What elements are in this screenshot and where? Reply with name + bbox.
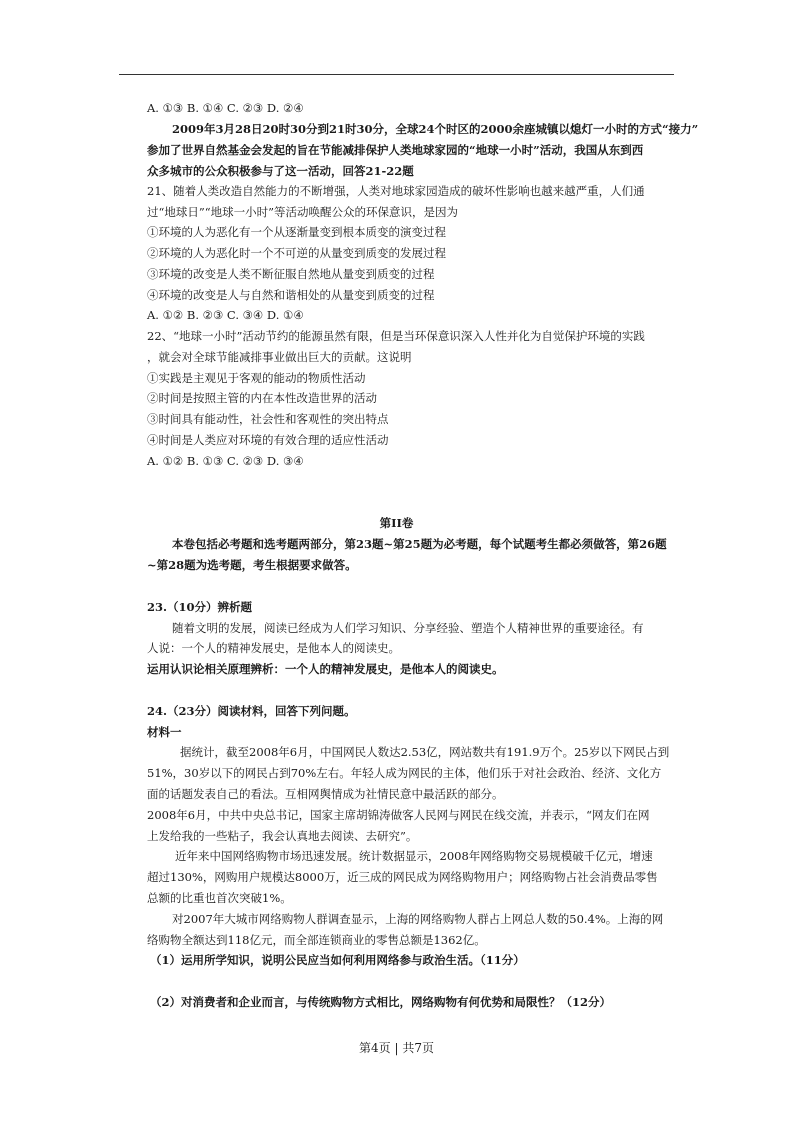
text-line: 面的话题发表自己的看法。互相网舆情成为社情民意中最活跃的部分。 bbox=[147, 787, 504, 801]
text-line: 众多城市的公众积极参与了这一活动，回答21-22题 bbox=[147, 164, 414, 178]
text-line: A. ①② B. ①③ C. ②③ D. ③④ bbox=[147, 454, 304, 468]
header-rule bbox=[119, 74, 674, 75]
text-line: （1）运用所学知识，说明公民应当如何利用网络参与政治生活。（11分） bbox=[150, 953, 525, 967]
text-line: 22、“地球一小时”活动节约的能源虽然有限，但是当环保意识深入人性并化为自觉保护环境的实践 bbox=[147, 329, 645, 343]
text-line: 上发给我的一些粘子，我会认真地去阅读、去研究”。 bbox=[147, 829, 418, 843]
text-line: ④时间是人类应对环境的有效合理的适应性活动 bbox=[147, 433, 389, 447]
text-line: 21、随着人类改造自然能力的不断增强，人类对地球家园造成的破坏性影响也越来越严重，人们通 bbox=[147, 184, 645, 198]
text-line: 运用认识论相关原理辨析：一个人的精神发展史，是他本人的阅读史。 bbox=[147, 662, 504, 676]
text-line: 总额的比重也首次突破1%。 bbox=[147, 891, 292, 905]
section-title: 第II卷 bbox=[379, 516, 414, 530]
text-line: 据统计，截至2008年6月，中国网民人数达2.53亿，网站数共有191.9万个。25岁以下网民占到 bbox=[180, 745, 670, 759]
text-line: ③环境的改变是人类不断征服自然地从量变到质变的过程 bbox=[147, 267, 435, 281]
text-line: 络购物全额达到118亿元，而全部连锁商业的零售总额是1362亿。 bbox=[147, 933, 486, 947]
text-line: 本卷包括必考题和选考题两部分，第23题~第25题为必考题，每个试题考生都必须做答，第26题 bbox=[172, 537, 667, 551]
text-line: ，就会对全球节能减排事业做出巨大的贡献。这说明 bbox=[147, 350, 412, 364]
text-line: 过“地球日”“地球一小时”等活动唤醒公众的环保意识，是因为 bbox=[147, 205, 459, 219]
page-footer: 第4页 | 共7页 bbox=[359, 1041, 434, 1055]
text-line: 人说：一个人的精神发展史，是他本人的阅读史。 bbox=[147, 641, 400, 655]
text-line: A. ①② B. ②③ C. ③④ D. ①④ bbox=[147, 308, 304, 322]
text-line: 对2007年大城市网络购物人群调查显示，上海的网络购物人群占上网总人数的50.4%。上海的网 bbox=[172, 912, 664, 926]
text-line: （2）对消费者和企业而言，与传统购物方式相比，网络购物有何优势和局限性？（12分） bbox=[150, 995, 612, 1009]
text-line: 51%，30岁以下的网民占到70%左右。年轻人成为网民的主体，他们乐于对社会政治、经济、文化方 bbox=[147, 766, 662, 780]
text-line: 材料一 bbox=[147, 725, 182, 739]
text-line: ①实践是主观见于客观的能动的物质性活动 bbox=[147, 371, 366, 385]
text-line: 2009年3月28日20时30分到21时30分，全球24个时区的2000余座城镇以熄灯一小时的方式“接力” bbox=[172, 122, 699, 136]
text-line: ④环境的改变是人与自然和谐相处的从量变到质变的过程 bbox=[147, 288, 435, 302]
text-line: A. ①③ B. ①④ C. ②③ D. ②④ bbox=[147, 101, 304, 115]
text-line: ①环境的人为恶化有一个从逐渐量变到根本质变的演变过程 bbox=[147, 225, 446, 239]
text-line: 参加了世界自然基金会发起的旨在节能减排保护人类地球家园的“地球一小时”活动，我国从东到西 bbox=[147, 143, 644, 157]
text-line: ③时间具有能动性，社会性和客观性的突出特点 bbox=[147, 412, 389, 426]
text-line: 23.（10分）辨析题 bbox=[147, 600, 253, 614]
text-line: ②时间是按照主管的内在本性改造世界的活动 bbox=[147, 391, 377, 405]
text-line: ~第28题为选考题，考生根据要求做答。 bbox=[147, 558, 357, 572]
text-line: ②环境的人为恶化时一个不可逆的从量变到质变的发展过程 bbox=[147, 246, 446, 260]
text-line: 随着文明的发展，阅读已经成为人们学习知识、分享经验、塑造个人精神世界的重要途径。有 bbox=[172, 621, 644, 635]
text-line: 24.（23分）阅读材料，回答下列问题。 bbox=[147, 704, 356, 718]
text-line: 超过130%，网购用户规模达8000万，近三成的网民成为网络购物用户；网络购物占社会消费品零售 bbox=[147, 870, 658, 884]
text-line: 近年来中国网络购物市场迅速发展。统计数据显示，2008年网络购物交易规模破千亿元，增速 bbox=[175, 849, 653, 863]
text-line: 2008年6月，中共中央总书记，国家主席胡锦涛做客人民网与网民在线交流，并表示，“网友们在网 bbox=[147, 808, 650, 822]
